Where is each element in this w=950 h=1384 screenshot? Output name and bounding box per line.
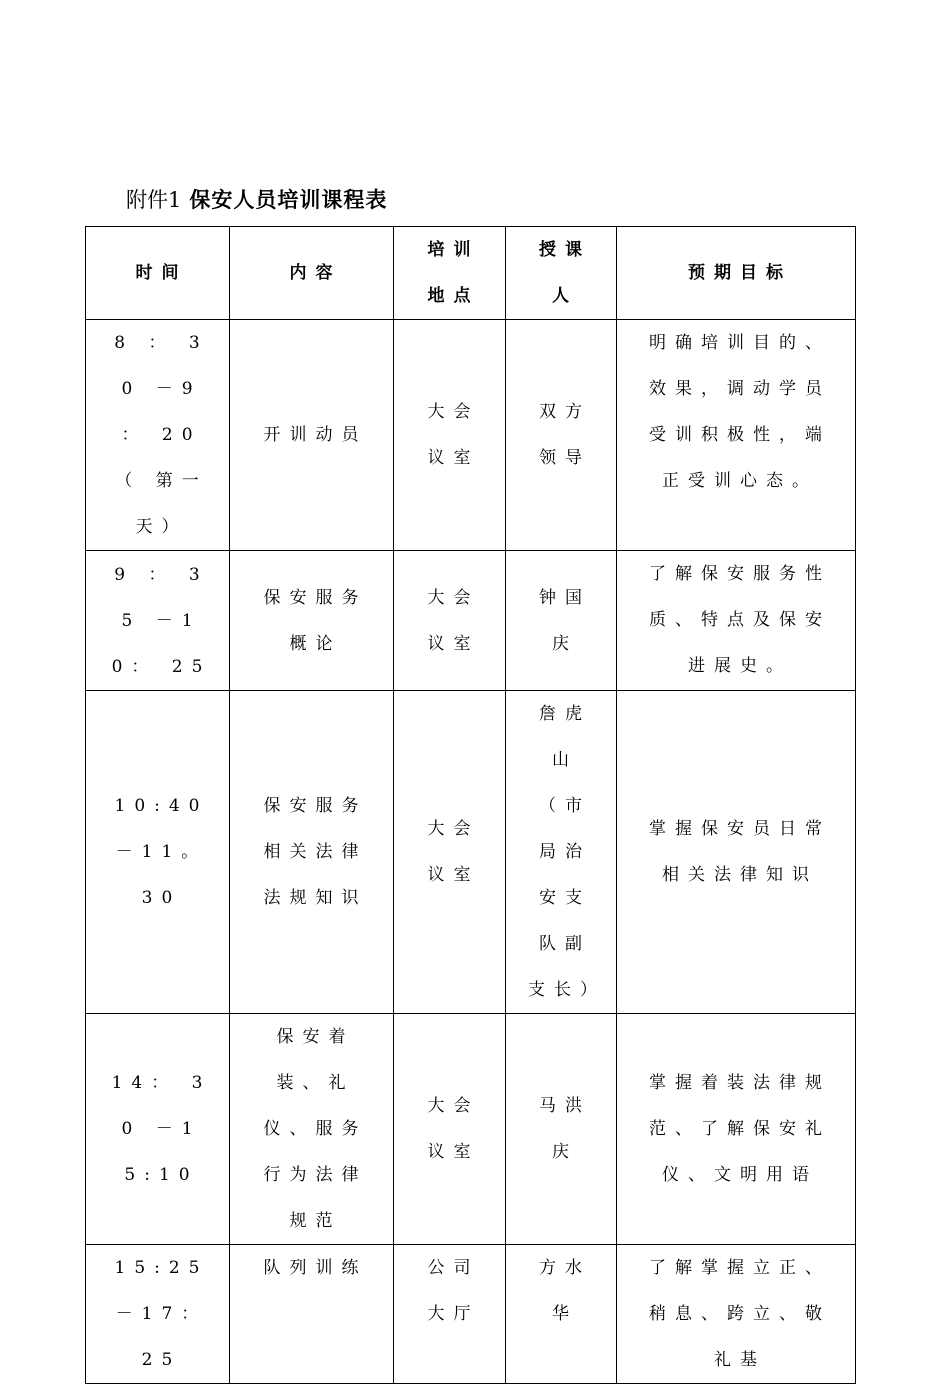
title-prefix: 附件1 (126, 188, 182, 212)
cell-instructor: 双方领导 (506, 320, 617, 551)
cell-goal: 明确培训目的、效果，调动学员受训积极性，端正受训心态。 (617, 320, 856, 551)
cell-goal: 了解掌握立正、稍息、跨立、敬礼基 (617, 1245, 856, 1384)
cell-time: 8 ： 30 －9 ： 20 （ 第一天） (86, 320, 230, 551)
cell-instructor: 马洪庆 (506, 1014, 617, 1245)
table-row (86, 691, 856, 1014)
cell-location: 大会议室 (394, 1014, 506, 1245)
cell-content: 保安服务概论 (230, 551, 394, 691)
table-row (86, 551, 856, 691)
document-title (126, 184, 387, 216)
header-goal: 预期目标 (617, 227, 856, 320)
cell-location: 大会议室 (394, 320, 506, 551)
cell-content: 开训动员 (230, 320, 394, 551)
header-time: 时间 (86, 227, 230, 320)
cell-instructor: 方水华 (506, 1245, 617, 1384)
table-header-row (86, 227, 856, 320)
cell-content: 保安服务相关法律法规知识 (230, 691, 394, 1014)
table-row (86, 320, 856, 551)
cell-time: 14： 30 －15:10 (86, 1014, 230, 1245)
cell-goal: 掌握着装法律规范、了解保安礼仪、文明用语 (617, 1014, 856, 1245)
cell-instructor: 钟国庆 (506, 551, 617, 691)
cell-content: 保安着装、礼仪、服务行为法律规范 (230, 1014, 394, 1245)
cell-time: 10:40 －11。 30 (86, 691, 230, 1014)
cell-time: 9 ： 35 －10： 25 (86, 551, 230, 691)
training-schedule-table (85, 226, 856, 1384)
cell-goal: 掌握保安员日常相关法律知识 (617, 691, 856, 1014)
cell-location: 大会议室 (394, 691, 506, 1014)
cell-instructor: 詹虎山（市局治安支队副支长） (506, 691, 617, 1014)
cell-location: 大会议室 (394, 551, 506, 691)
cell-location: 公司大厅 (394, 1245, 506, 1384)
title-main: 保安人员培训课程表 (189, 187, 388, 212)
header-location: 培训地点 (394, 227, 506, 320)
table-row (86, 1014, 856, 1245)
header-instructor: 授课人 (506, 227, 617, 320)
cell-goal: 了解保安服务性质、特点及保安进展史。 (617, 551, 856, 691)
header-content: 内容 (230, 227, 394, 320)
cell-content: 队列训练 (230, 1245, 394, 1384)
cell-time: 15:25 －17： 25 (86, 1245, 230, 1384)
table-row (86, 1245, 856, 1384)
